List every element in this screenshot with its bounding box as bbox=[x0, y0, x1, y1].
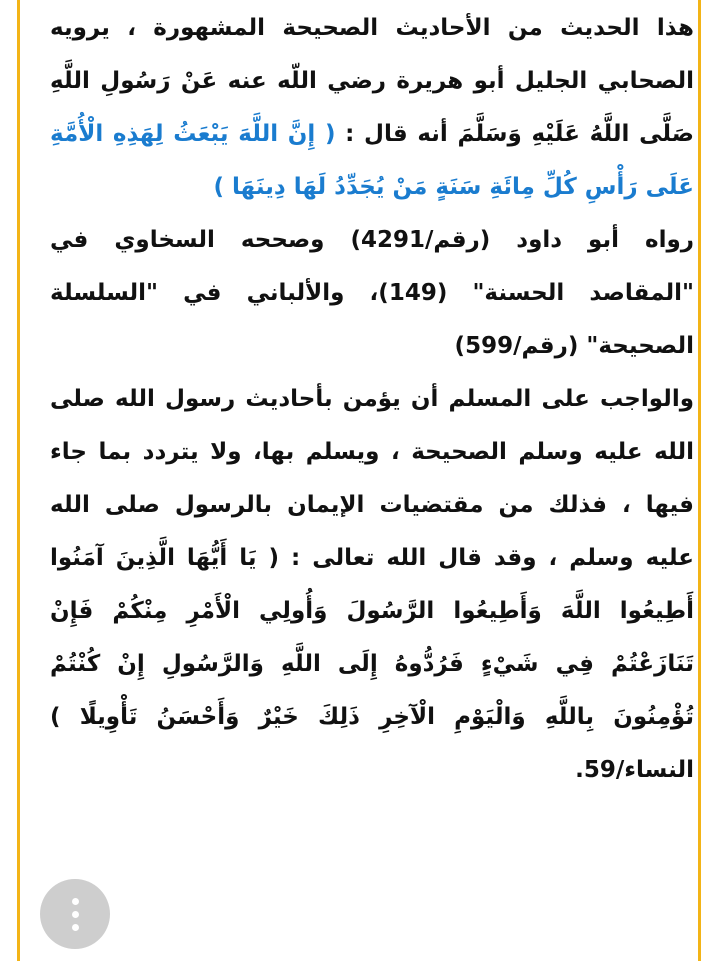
more-vertical-icon-dot bbox=[72, 911, 79, 918]
intro-paragraph bbox=[50, 2, 694, 214]
article-body bbox=[50, 2, 694, 797]
source-paragraph bbox=[50, 214, 694, 373]
more-vertical-icon-dot bbox=[72, 924, 79, 931]
more-options-button[interactable] bbox=[40, 879, 110, 949]
obligation-text: والواجب على المسلم أن يؤمن بأحاديث رسول الله صلى الله عليه وسلم الصحيحة ، ويسلم بها، ولا يتردد بما جاء فيها ، فذلك من مقتضيات الإيمان بالرسول صلى الله عليه وسلم ، وقد قال الله تعالى : bbox=[50, 386, 695, 571]
article-frame bbox=[17, 0, 701, 961]
quran-reference: النساء/59. bbox=[575, 757, 694, 783]
source-text: رواه أبو داود (رقم/4291) وصححه السخاوي في "المقاصد الحسنة" (149)، والألباني في "السلسلة الصحيحة" (رقم/599) bbox=[50, 227, 695, 359]
more-vertical-icon bbox=[72, 898, 79, 905]
intro-text: هذا الحديث من الأحاديث الصحيحة المشهورة ، يرويه الصحابي الجليل أبو هريرة رضي اللّه عنه عَنْ رَسُولِ اللَّهِ صَلَّى اللَّهُ عَلَيْهِ وَسَلَّمَ أنه قال : bbox=[50, 15, 694, 147]
hadith-text: ( إِنَّ اللَّهَ يَبْعَثُ لِهَذِهِ الْأُمَّةِ عَلَى رَأْسِ كُلِّ مِائَةِ سَنَةٍ مَنْ يُجَدِّدُ لَهَا دِينَهَا ) bbox=[50, 121, 694, 200]
obligation-paragraph bbox=[50, 373, 694, 797]
quran-text: ( يَا أَيُّهَا الَّذِينَ آمَنُوا أَطِيعُوا اللَّهَ وَأَطِيعُوا الرَّسُولَ وَأُولِي الْأَمْرِ مِنْكُمْ فَإِنْ تَنَازَعْتُمْ فِي شَيْءٍ فَرُدُّوهُ إِلَى اللَّهِ وَالرَّسُولِ إِنْ كُنْتُمْ تُؤْمِنُونَ بِاللَّهِ وَالْيَوْمِ الْآخِرِ ذَلِكَ خَيْرٌ وَأَحْسَنُ تَأْوِيلًا ) bbox=[50, 545, 694, 730]
